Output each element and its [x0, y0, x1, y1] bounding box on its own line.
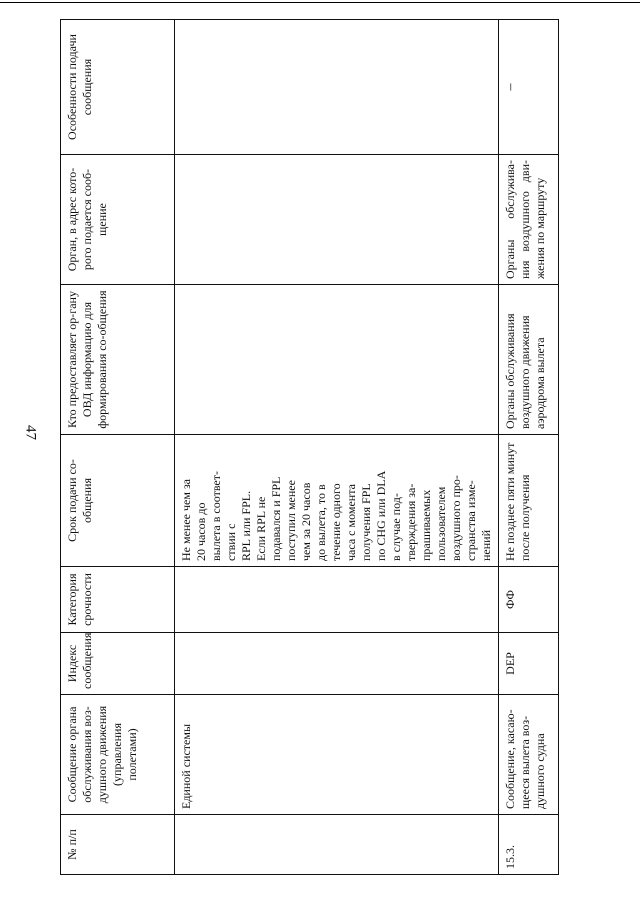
- header-message: Сообщение органа обслуживания воз-душного движения (управления полетами): [61, 695, 175, 815]
- header-deadline: Срок подачи со-общения: [61, 435, 175, 567]
- header-provider: Кто предоставляет ор-гану ОВД информацию для формирования со-общения: [61, 285, 175, 435]
- table-row-continuation: [175, 20, 499, 875]
- cell-index-empty: [175, 633, 499, 695]
- cell-deadline: Не позднее пяти минут после получения: [499, 435, 559, 567]
- cell-recipient: Органы обслужива-ния воздушного дви-жения по маршруту: [499, 155, 559, 285]
- cell-provider: Органы обслуживания воздушного движения аэродрома вылета: [499, 285, 559, 435]
- cell-recipient-empty: [175, 155, 499, 285]
- cell-message: Сообщение, касаю-щееся вылета воз-душного судна: [499, 695, 559, 815]
- table-row-15-3: [499, 20, 559, 875]
- page-number: 47: [22, 425, 39, 440]
- cell-number: 15.3.: [499, 815, 559, 875]
- cell-features: –: [499, 20, 559, 155]
- header-recipient: Орган, в адрес кото-рого подается сооб-щение: [61, 155, 175, 285]
- rotated-page: [60, 20, 547, 875]
- header-row: [61, 20, 175, 875]
- cell-message-continuation: Единой системы: [175, 695, 499, 815]
- cell-deadline-continuation: Не менее чем за 20 часов до вылета в соответ- ствии с RPL или FPL. Если RPL не подавался и FPL поступил менее чем за 20 часов до вылета, то в течение одного часа с момента получения FPL по CHG или DLA в случае под- тверждения за- прашиваемых пользователем воздушного про- странства изме- нений: [175, 435, 499, 567]
- header-number: № п/п: [61, 815, 175, 875]
- cell-urgency-empty: [175, 567, 499, 633]
- header-features: Особенности подачи сообщения: [61, 20, 175, 155]
- top-rule: [0, 2, 640, 3]
- cell-urgency: ФФ: [499, 567, 559, 633]
- header-urgency: Категория срочности: [61, 567, 175, 633]
- cell-index: DEP: [499, 633, 559, 695]
- cell-features-empty: [175, 20, 499, 155]
- regulation-table: [60, 19, 559, 875]
- cell-provider-empty: [175, 285, 499, 435]
- header-index: Индекс сообщения: [61, 633, 175, 695]
- cell-number-empty: [175, 815, 499, 875]
